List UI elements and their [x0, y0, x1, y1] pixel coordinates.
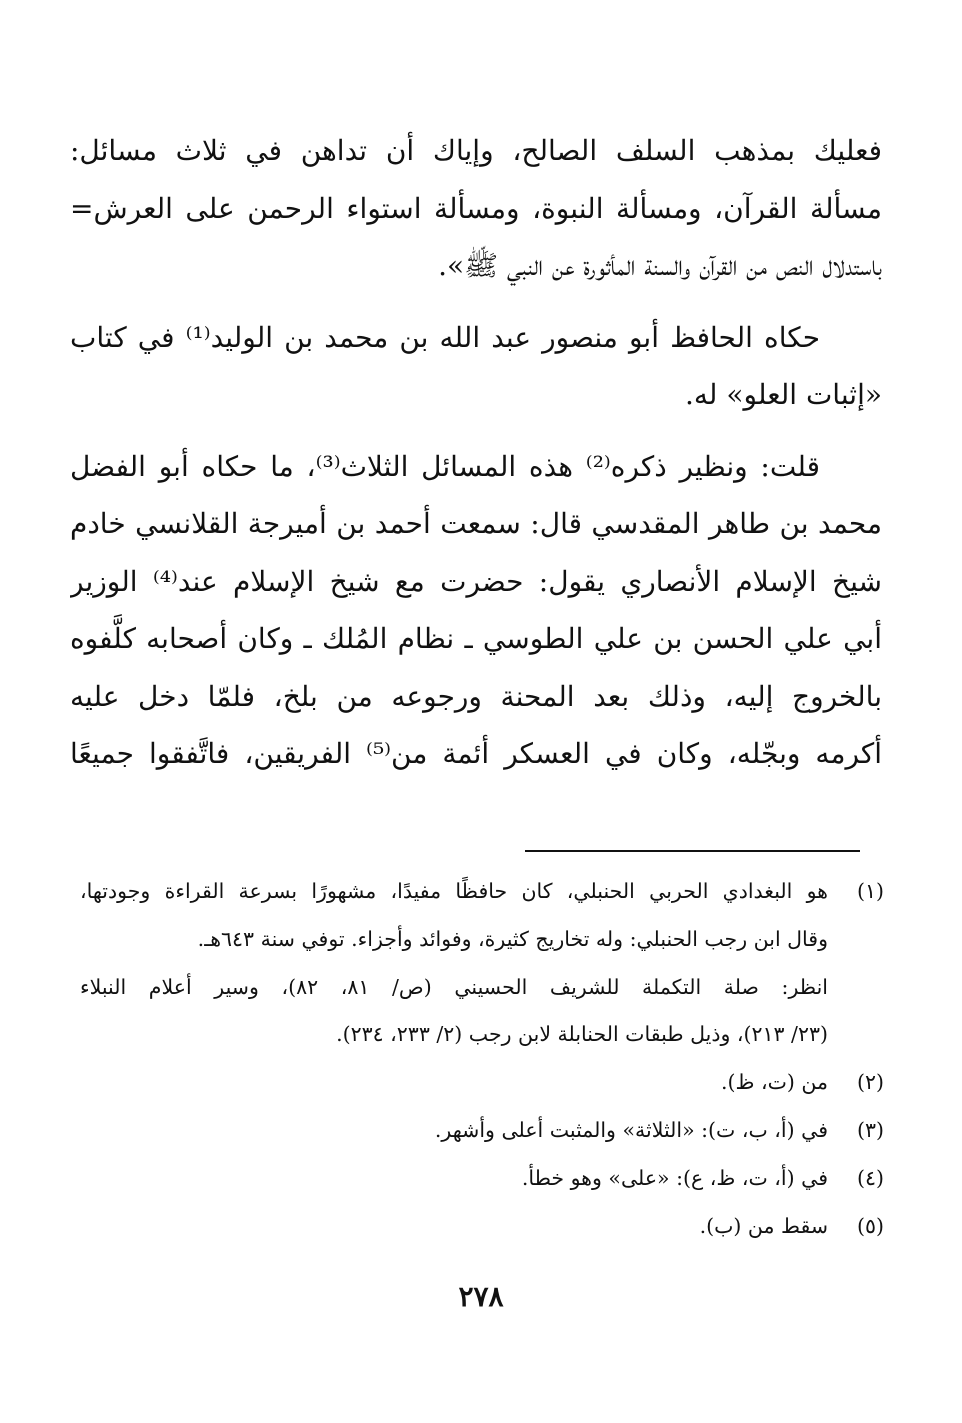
- footnote-line: وقال ابن رجب الحنبلي: وله تخاريج كثيرة، وفوائد وأجزاء. توفي سنة ٦٤٣هـ.: [197, 926, 828, 951]
- text-line: شيخ الإسلام الأنصاري يقول: حضرت مع شيخ الإسلام عند⁽⁴⁾ الوزير: [70, 564, 882, 598]
- footnotes: [80, 868, 884, 1250]
- footnote-number: (٥): [856, 1213, 884, 1238]
- page-number: ٢٧٨: [458, 1280, 504, 1313]
- footnote-text: [80, 1203, 828, 1251]
- footnote-text: [80, 1107, 828, 1155]
- text-line: باستدلال النص من القرآن والسنة المأثورة عن النبي ﷺ».: [438, 249, 882, 282]
- text-line: بالخروج إليه، وذلك بعد المحنة ورجوعه من بلخ، فلمّا دخل عليه: [70, 679, 882, 713]
- footnote-1: [80, 868, 884, 964]
- footnote-line: (٢٣/ ٢١٣)، وذيل طبقات الحنابلة لابن رجب (٢/ ٢٣٣، ٢٣٤).: [336, 1022, 828, 1047]
- footnote-number: (٤): [856, 1165, 884, 1190]
- text-line: فعليك بمذهب السلف الصالح، وإياك أن تداهن في ثلاث مسائل:: [70, 134, 882, 167]
- footnote-line: في (أ، ب، ت): «الثلاثة» والمثبت أعلى وأشهر.: [434, 1117, 828, 1142]
- footnote-4: [80, 1155, 884, 1203]
- footnote-line: في (أ، ت، ظ، ع): «على» وهو خطأ.: [521, 1165, 828, 1190]
- footnote-2: [80, 1059, 884, 1107]
- footnote-line: من (ت، ظ).: [720, 1070, 828, 1095]
- text-line: محمد بن طاهر المقدسي قال: سمعت أحمد بن أميرجة القلانسي خادم: [70, 507, 882, 540]
- footnote-1-sources: [80, 964, 884, 1060]
- footnote-text: [80, 868, 828, 964]
- footnote-line: هو البغدادي الحربي الحنبلي، كان حافظًا مفيدًا، مشهورًا بسرعة القراءة وجودتها،: [80, 879, 828, 903]
- text-line: مسألة القرآن، ومسألة النبوة، ومسألة استواء الرحمن على العرش=: [70, 191, 882, 225]
- footnote-number: (١): [856, 879, 884, 903]
- footnote-3: [80, 1107, 884, 1155]
- footnote-text: [80, 1059, 828, 1107]
- footnote-5: [80, 1203, 884, 1251]
- text-line: أبي علي الحسن بن علي الطوسي ـ نظام المُلك ـ وكان أصحابه كلَّفوه: [70, 622, 882, 655]
- footnote-text: [80, 1155, 828, 1203]
- main-text: [70, 122, 882, 797]
- paragraph-3: [70, 438, 882, 783]
- paragraph-2: [70, 309, 882, 424]
- footnote-number: (٢): [856, 1070, 884, 1095]
- text-line: «إثبات العلو» له.: [685, 378, 882, 411]
- text-line: حكاه الحافظ أبو منصور عبد الله بن محمد بن الوليد⁽¹⁾ في كتاب: [70, 320, 821, 354]
- paragraph-1: [70, 122, 882, 295]
- footnote-separator: [525, 850, 860, 852]
- footnote-line: انظر: صلة التكملة للشريف الحسيني (ص/ ٨١، ٨٢)، وسير أعلام النبلاء: [80, 974, 828, 999]
- footnote-number: (٣): [856, 1117, 884, 1142]
- text-line: قلت: ونظير ذكره⁽²⁾ هذه المسائل الثلاث⁽³⁾، ما حكاه أبو الفضل: [70, 449, 820, 483]
- text-line: أكرمه وبجّله، وكان في العسكر أئمة من⁽⁵⁾ الفريقين، فاتَّفقوا جميعًا: [70, 737, 882, 770]
- footnote-line: سقط من (ب).: [699, 1213, 828, 1238]
